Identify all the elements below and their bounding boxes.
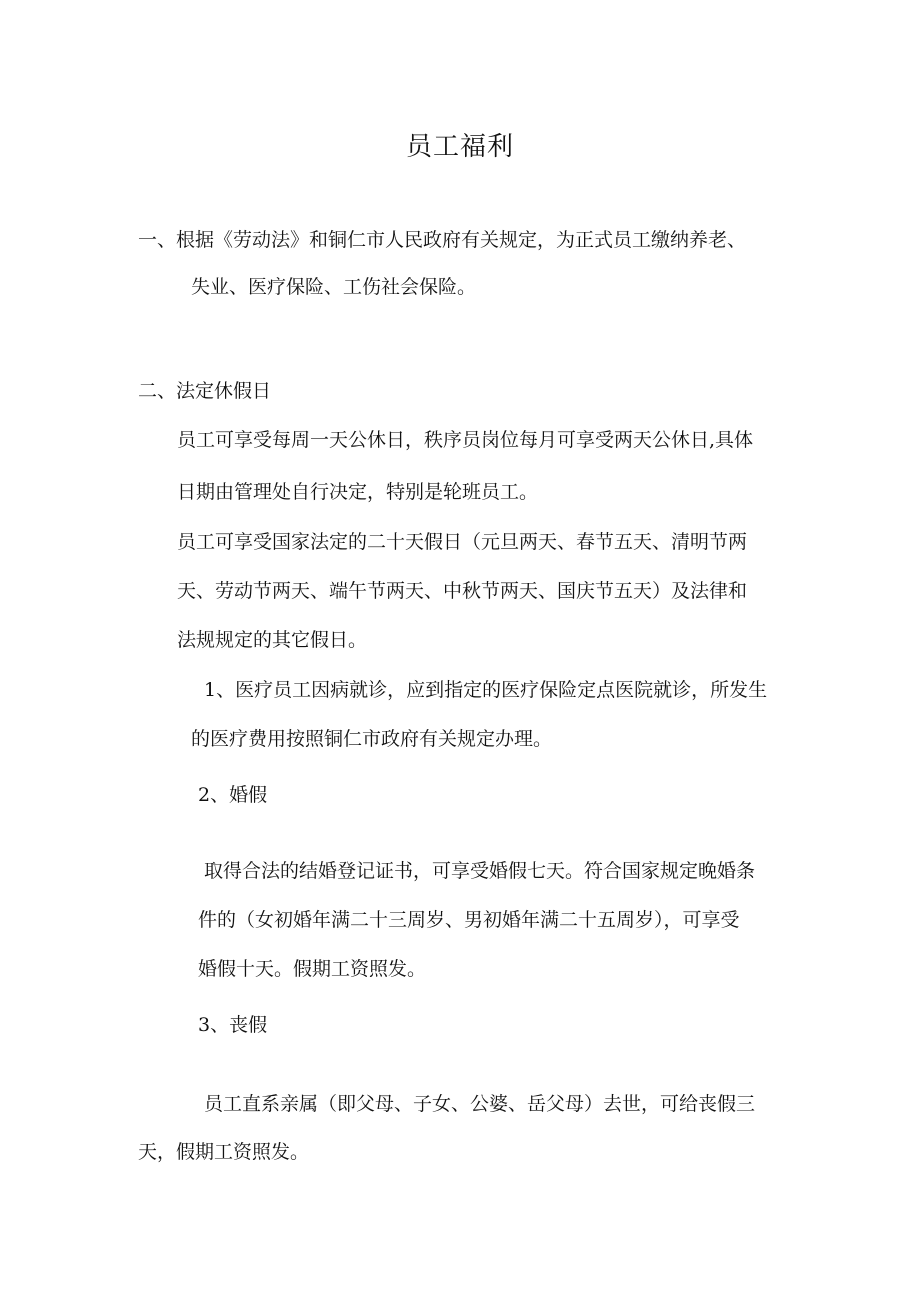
- page-title: 员工福利: [405, 132, 514, 162]
- item2-line3: 婚假十天。假期工资照发。: [198, 958, 427, 980]
- section2-heading: 二、法定休假日: [138, 380, 272, 402]
- item3-heading: 3、丧假: [198, 1014, 268, 1036]
- section2-para2-line3: 法规规定的其它假日。: [177, 629, 368, 651]
- section2-para1-line1: 员工可享受每周一天公休日，秩序员岗位每月可享受两天公休日,具体: [177, 429, 754, 451]
- item2-line1: 取得合法的结婚登记证书，可享受婚假七天。符合国家规定晚婚条: [204, 860, 756, 882]
- item2-heading: 2、婚假: [198, 784, 268, 806]
- item1-line1: 1、医疗员工因病就诊，应到指定的医疗保险定点医院就诊，所发生: [204, 679, 768, 701]
- section1-line2: 失业、医疗保险、工伤社会保险。: [191, 276, 477, 298]
- item3-line1: 员工直系亲属（即父母、子女、公婆、岳父母）去世，可给丧假三: [204, 1093, 756, 1115]
- section2-para1-line2: 日期由管理处自行决定，特别是轮班员工。: [177, 481, 539, 503]
- item3-line2: 天，假期工资照发。: [138, 1141, 310, 1163]
- item2-line2: 件的（女初婚年满二十三周岁、男初婚年满二十五周岁），可享受: [198, 909, 740, 931]
- section2-para2-line1: 员工可享受国家法定的二十天假日（元旦两天、春节五天、清明节两: [177, 531, 748, 553]
- section2-para2-line2: 天、劳动节两天、端午节两天、中秋节两天、国庆节五天）及法律和: [177, 580, 748, 602]
- item1-line2: 的医疗费用按照铜仁市政府有关规定办理。: [191, 728, 553, 750]
- section1-line1: 一、根据《劳动法》和铜仁市人民政府有关规定，为正式员工缴纳养老、: [138, 229, 747, 251]
